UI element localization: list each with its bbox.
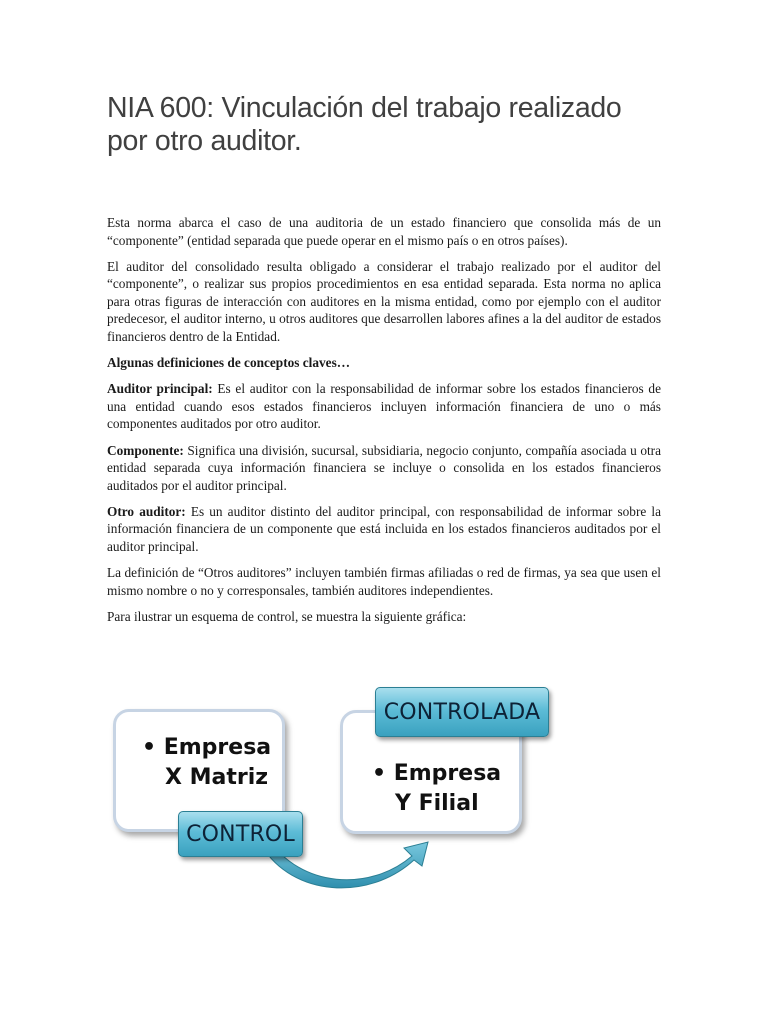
definition-componente <box>107 442 661 495</box>
paragraph-otros-auditores: La definición de “Otros auditores” incluyen también firmas afiliadas o red de firmas, ya sea que usen el mismo nombre o no y corresponsales, también auditores independientes. <box>107 565 661 598</box>
empresa-matriz-label: • Empresa X Matriz <box>142 735 272 790</box>
term-componente: Componente: <box>107 442 184 458</box>
definition-otro-auditor <box>107 503 661 556</box>
controlada-tag: CONTROLADA <box>375 687 549 737</box>
empresa-filial-label: • Empresa Y Filial <box>372 761 502 816</box>
definitions-heading-text: Algunas definiciones de conceptos claves… <box>107 355 351 371</box>
definition-componente-text: Significa una división, sucursal, subsidiaria, negocio conjunto, compañía asociada u otra entidad separada cuya información financiera se incluye o consolida en los estados financieros auditados por el auditor principal. <box>107 442 661 493</box>
page-title: NIA 600: Vinculación del trabajo realizado por otro auditor. <box>107 92 622 157</box>
definitions-heading <box>107 354 661 372</box>
control-tag: CONTROL <box>178 811 303 857</box>
paragraph-consolidado: El auditor del consolidado resulta obligado a considerar el trabajo realizado por el auditor del “componente”, o realizar sus propios procedimientos en esa entidad separada. Esta norma no aplica para otras figuras de interacción con auditores en la misma entidad, como por ejemplo con el auditor predecesor, el auditor interno, u otros auditores que desarrollen labores afines a la del auditor de estados financieros dentro de la Entidad. <box>107 258 661 345</box>
control-diagram <box>0 670 768 910</box>
definition-auditor-principal <box>107 380 661 433</box>
definition-otro-auditor-text: Es un auditor distinto del auditor principal, con responsabilidad de informar sobre la información financiera de un componente que está incluida en los estados financieros auditados por el auditor principal. <box>107 503 661 554</box>
paragraph-intro: Esta norma abarca el caso de una auditoria de un estado financiero que consolida más de un “componente” (entidad separada que puede operar en el mismo país o en otros países). <box>107 215 661 248</box>
paragraph-grafica-intro: Para ilustrar un esquema de control, se muestra la siguiente gráfica: <box>107 608 467 624</box>
definition-auditor-principal-text: Es el auditor con la responsabilidad de informar sobre los estados financieros de una entidad cuando esos estados financieros incluyen información financiera de uno o más componentes auditados por otro auditor. <box>107 381 661 432</box>
document-body <box>107 214 661 634</box>
term-auditor-principal: Auditor principal: <box>107 381 213 397</box>
term-otro-auditor: Otro auditor: <box>107 503 186 519</box>
